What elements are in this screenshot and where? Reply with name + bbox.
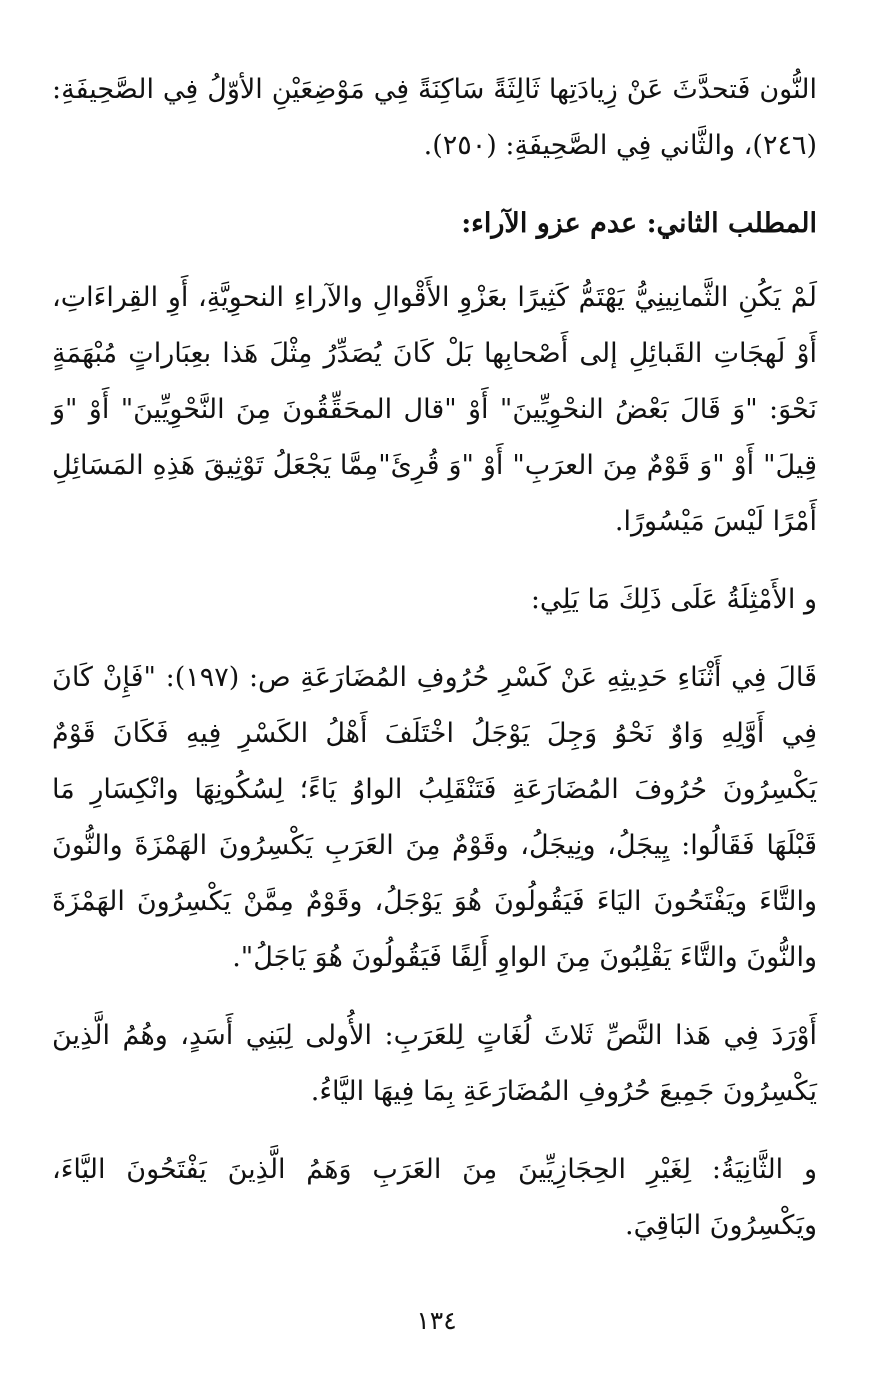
page-number: ١٣٤	[416, 1306, 457, 1335]
paragraph-three-dialects: أَوْرَدَ فِي هَذا النَّصِّ ثَلاثَ لُغَاتٍ لِلعَرَبِ: الأُولى لِبَنِي أَسَدٍ، وهُمُ الَّذِينَ يَكْسِرُونَ جَمِيعَ حُرُوفِ المُضَارَعَةِ بِمَا فِيهَا اليَّاءُ.	[52, 1020, 817, 1107]
section-heading: المطلب الثاني: عدم عزو الآراء:	[461, 208, 817, 239]
paragraph-second-dialect: و الثَّانِيَةُ: لِغَيْرِ الحِجَازِيِّينَ مِنَ العَرَبِ وَهَمُ الَّذِينَ يَفْتَحُونَ اليَّاءَ، ويَكْسِرُونَ البَاقِيَ.	[52, 1154, 817, 1241]
paragraph-attribution: لَمْ يَكُنِ الثَّمانِينِيُّ يَهْتَمُّ كَثِيرًا بعَزْوِ الأَقْوالِ والآراءِ النحوِيَّةِ، أَوِ القِراءَاتِ، أَوْ لَهجَاتِ القَبائِلِ إلى أَصْحابِها بَلْ كَانَ يُصَدِّرُ مِثْلَ هَذا بعِبَاراتٍ مُبْهَمَةٍ نَحْوَ: "وَ قَالَ بَعْضُ النحْوِيِّينَ" أَوْ "قال المحَقِّقُونَ مِنَ النَّحْوِيِّينَ" أَوْ "وَ قِيلَ" أَوْ "وَ قَوْمٌ مِنَ العرَبِ" أَوْ "وَ قُرِئَ"مِمَّا يَجْعَلُ تَوْثِيقَ هَذِهِ المَسَائِلِ أَمْرًا لَيْسَ مَيْسُورًا.	[52, 282, 817, 537]
paragraph-noon-addition: النُّون فَتحدَّثَ عَنْ زِيادَتِها ثَالِثَةً سَاكِنَةً فِي مَوْضِعَيْنِ الأوّلُ فِي الصَّحِيفَةِ: (٢٤٦)، والثَّاني فِي الصَّحِيفَةِ: (٢٥٠).	[52, 74, 817, 161]
paragraph-examples-intro: و الأَمْثِلَةُ عَلَى ذَلِكَ مَا يَلِي:	[530, 584, 817, 615]
paragraph-quotation: قَالَ فِي أَثْنَاءِ حَدِيثِهِ عَنْ كَسْرِ حُرُوفِ المُضَارَعَةِ ص: (١٩٧): "فَإِنْ كَانَ فِي أَوَّلِهِ وَاوٌ نَحْوُ وَجِلَ يَوْجَلُ اخْتَلَفَ أَهْلُ الكَسْرِ فِيهِ فَكَانَ قَوْمٌ يَكْسِرُونَ حُرُوفَ المُضَارَعَةِ فَتَنْقَلِبُ الواوُ يَاءً؛ لِسُكُونِهَا وانْكِسَارِ مَا قَبْلَهَا فَقَالُوا: يِيجَلُ، ونِيجَلُ، وقَوْمٌ مِنَ العَرَبِ يَكْسِرُونَ الهَمْزَةَ والنُّونَ والتَّاءَ ويَفْتَحُونَ اليَاءَ فَيَقُولُونَ هُوَ يَوْجَلُ، وقَوْمٌ مِمَّنْ يَكْسِرُونَ الهَمْزَةَ والنُّونَ والتَّاءَ يَقْلِبُونَ مِنَ الواوِ أَلِفًا فَيَقُولُونَ هُوَ يَاجَلُ".	[52, 662, 817, 973]
